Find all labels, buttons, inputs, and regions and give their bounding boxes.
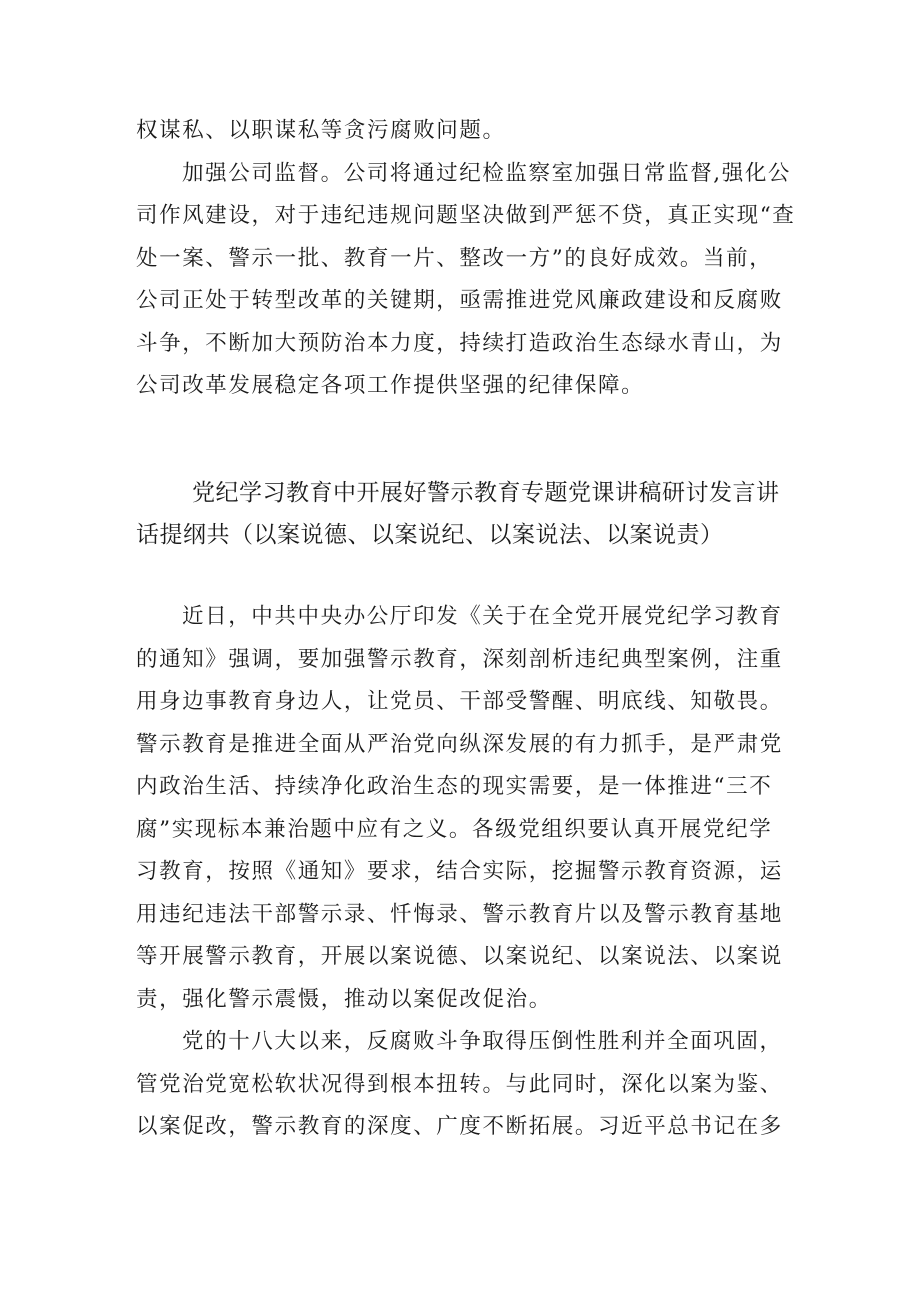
paragraph-line: 用身边事教育身边人，让党员、干部受警醒、明底线、知敬畏。 [136,689,783,714]
paragraph-line: 的通知》强调，要加强警示教育，深刻剖析违纪典型案例，注重 [136,646,783,672]
paragraph-line: 权谋私、以职谋私等贪污腐败问题。 [136,118,506,143]
title-line: 党纪学习教育中开展好警示教育专题党课讲稿研讨发言讲 [192,480,780,506]
paragraph-line: 责，强化警示震慑，推动以案促改促治。 [136,986,552,1012]
paragraph-line: 公司改革发展稳定各项工作提供坚强的纪律保障。 [136,373,645,398]
body-section-2 [136,596,786,1149]
paragraph-line: 以案促改，警示教育的深度、广度不断拓展。习近平总书记在多 [136,1114,783,1139]
paragraph-line: 近日，中共中央办公厅印发《关于在全党开展党纪学习教育 [182,604,783,629]
paragraph-line: 司作风建设，对于违纪违规问题坚决做到严惩不贷，真正实现“查 [136,203,796,228]
paragraph-line: 党的十八大以来，反腐败斗争取得压倒性胜利并全面巩固， [182,1029,783,1054]
paragraph-line: 加强公司监督。公司将通过纪检监察室加强日常监督,强化公 [182,160,792,186]
paragraph-line: 内政治生活、持续净化政治生态的现实需要，是一体推进“三不 [136,774,773,799]
paragraph-line: 腐”实现标本兼治题中应有之义。各级党组织要认真开展党纪学 [136,816,773,842]
paragraph-line: 习教育，按照《通知》要求，结合实际，挖掘警示教育资源，运 [136,859,783,884]
paragraph-line: 警示教育是推进全面从严治党向纵深发展的有力抓手，是严肃党 [136,731,783,757]
body-section-1 [136,110,796,408]
title-line: 话提纲共（以案说德、以案说纪、以案说法、以案说责） [136,522,724,548]
paragraph-line: 处一案、警示一批、教育一片、整改一方”的良好成效。当前， [136,245,773,271]
paragraph-line: 等开展警示教育，开展以案说德、以案说纪、以案说法、以案说 [136,944,783,969]
paragraph-line: 公司正处于转型改革的关键期，亟需推进党风廉政建设和反腐败 [136,288,783,313]
paragraph-line: 斗争，不断加大预防治本力度，持续打造政治生态绿水青山，为 [136,330,783,356]
article-title [136,472,786,556]
paragraph-line: 用违纪违法干部警示录、忏悔录、警示教育片以及警示教育基地 [136,901,783,927]
paragraph-line: 管党治党宽松软状况得到根本扭转。与此同时，深化以案为鉴、 [136,1071,783,1097]
